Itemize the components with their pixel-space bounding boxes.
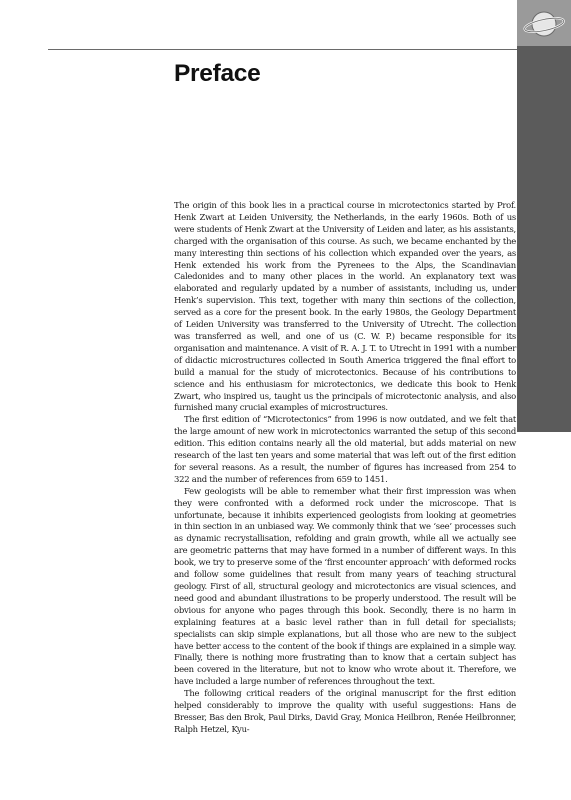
side-tab-head (517, 0, 571, 46)
chapter-side-tab (517, 0, 571, 432)
preface-body (174, 200, 516, 736)
paragraph: The following critical readers of the original manuscript for the first edition helped considerably to improve the quality with useful suggestions: Hans de Bresser, Bas den Brok, Paul Dirks, David Gray, Monica Heilbron, Renée Heilbronner, Ralph Hetzel, Kyu- (174, 688, 516, 734)
paragraph: Few geologists will be able to remember what their first impression was when they were confronted with a deformed rock under the microscope. That is unfortunate, because it inhibits experienced geologists from looking at geometries in thin section in an unbiased way. We commonly think that we ‘see’ processes such as dynamic recrystallisation, refolding and grain growth, while all we actually see are geometric patterns that may have formed in a number of different ways. In this book, we try to preserve some of the ‘first encounter approach’ with deformed rocks and follow some guidelines that result from many years of teaching structural geology. First of all, structural geology and microtectonics are visual sciences, and need good and abundant illustrations to be properly understood. The result will be obvious for anyone who pages through this book. Secondly, there is no harm in explaining features at a basic level rather than in full detail for specialists; specialists can skip simple explanations, but all those who are new to the subject have better access to the content of the book if things are explained in a simple way. Finally, there is nothing more frustrating than to know that a certain subject has been covered in the literature, but not to know who wrote about it. Therefore, we have included a large number of references throughout the text. (174, 485, 516, 687)
page-title: Preface (174, 60, 261, 87)
header-rule (48, 49, 517, 50)
paragraph: The first edition of “Microtectonics” from 1996 is now outdated, and we felt that the large amount of new work in microtectonics warranted the setup of this second edition. This edition contains nearly all the old material, but adds material on new research of the last ten years and some material that was left out of the first edition for several reasons. As a result, the number of figures has increased from 254 to 322 and the number of references from 659 to 1451. (174, 414, 516, 484)
paragraph: The origin of this book lies in a practical course in microtectonics started by Prof. Henk Zwart at Leiden University, the Netherlands, in the early 1960s. Both of us were students of Henk Zwart at the University of Leiden and later, as his assistants, charged with the organisation of this course. As such, we became enchanted by the many interesting thin sections of his collection which expanded over the years, as Henk extended his work from the Pyrenees to the Alps, the Scandinavian Caledonides and to many other places in the world. An explanatory text was elaborated and regularly updated by a number of assistants, including us, under Henk’s supervision. This text, together with many thin sections of the collection, served as a core for the present book. In the early 1980s, the Geology Department of Leiden University was transferred to the University of Utrecht. The collection was transferred as well, and one of us (C. W. P.) became responsible for its organisation and maintenance. A visit of R. A. J. T. to Utrecht in 1991 with a number of didactic microstructures collected in South America triggered the final effort to build a manual for the study of microtectonics. Because of his contributions to science and his enthusiasm for microtectonics, we dedicate this book to Henk Zwart, who inspired us, taught us the principals of microtectonic analysis, and also furnished many crucial examples of microstructures. (174, 200, 516, 413)
planet-icon (522, 6, 566, 42)
